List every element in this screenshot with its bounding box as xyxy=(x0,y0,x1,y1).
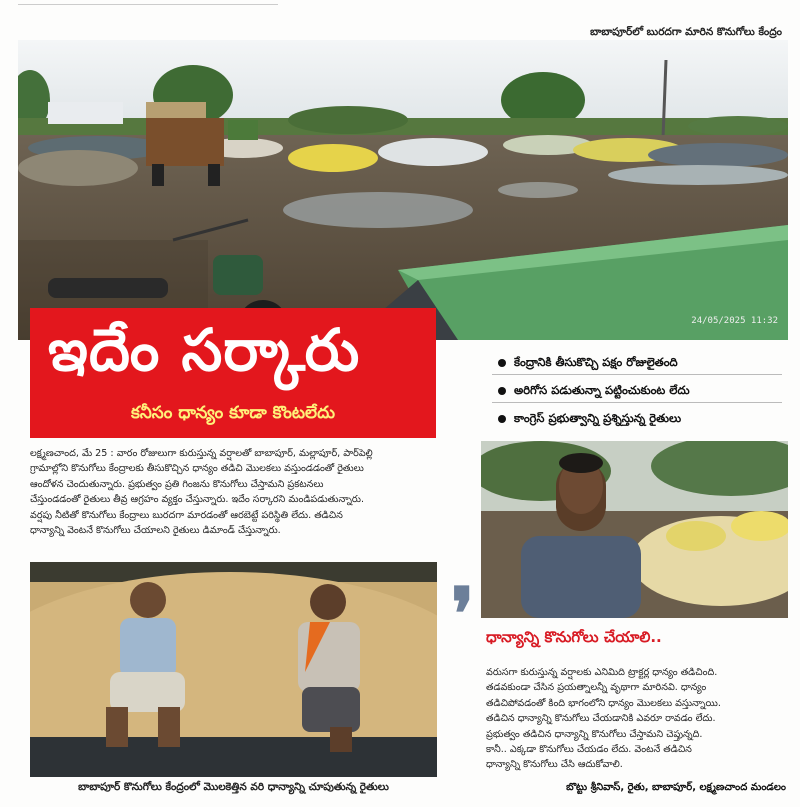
farmers-scene-svg xyxy=(30,562,437,777)
muddy-procurement-center-photo xyxy=(18,40,788,340)
bullet-dot-icon xyxy=(498,415,506,423)
subheadline: కనీసం ధాన్యం కూడా కొంటలేదు xyxy=(130,403,335,423)
farmer-portrait-photo xyxy=(481,441,788,618)
photo-scene-svg xyxy=(18,40,788,340)
article-line: లక్ష్మణచాంద, మే 25 : వారం రోజులుగా కురుస్తున్న వర్షాలతో బాబాపూర్, మల్లాపూర్, పార్‌పెల్లి xyxy=(30,448,373,459)
photo-timestamp: 24/05/2025 11:32 xyxy=(691,316,778,326)
article-line: వర్షపు నీటితో కొనుగోలు కేంద్రాలు బురదగా మారడంతో ఆరబెట్టే పరిస్థితి లేదు. తడిచిన xyxy=(30,509,343,521)
bullet-dot-icon xyxy=(498,387,506,395)
quote-line: కానీ.. ఎక్కడా కొనుగోలు చేయడం లేదు. వెంటనే తడిచిన xyxy=(486,744,692,756)
quote-body xyxy=(486,665,788,773)
quote-line: తడిచిన ధాన్యాన్ని కొనుగోలు చేయడానికి ఎవరూ రావడం లేదు. xyxy=(486,713,716,725)
article-line: గ్రామాల్లోని కొనుగోలు కేంద్రాలకు తీసుకొచ్చిన ధాన్యం తడిచి మొలకలు వస్తుండడంతో రైతులు xyxy=(30,463,364,475)
quote-line: తడవకుండా చేసిన ప్రయత్నాలన్నీ వృథాగా మారినవి. ధాన్యం xyxy=(486,682,707,694)
quote-mark-icon: ❜ xyxy=(451,571,475,656)
bullet-text: అరిగోస పడుతున్నా పట్టించుకుంట లేదు xyxy=(514,382,690,397)
farmers-with-sprouted-paddy-photo xyxy=(30,562,437,777)
bullet-dot-icon xyxy=(498,359,506,367)
divider xyxy=(18,4,278,5)
bullet-text: కేంద్రానికి తీసుకొచ్చి పక్షం రోజులైతంది xyxy=(514,354,678,369)
top-photo-caption: బాబాపూర్‌లో బురదగా మారిన కొనుగోలు కేంద్రం xyxy=(590,26,782,38)
quote-line: ప్రభుత్వం తడిచిన ధాన్యాన్ని కొనుగోలు చేస్తామని చెప్తున్నది. xyxy=(486,728,703,740)
article-line: చేస్తుండడంతో రైతులు తీవ్ర ఆగ్రహం వ్యక్తం చేస్తున్నారు. ఇదేం సర్కారని మండిపడుతున్నారు. xyxy=(30,494,364,506)
headline: ఇదేం సర్కారు xyxy=(48,316,361,384)
quote-heading: ధాన్యాన్ని కొనుగోలు చేయాలి.. xyxy=(486,628,662,646)
bullet-item xyxy=(492,380,782,403)
quote-byline: బొట్టు శ్రీనివాస్, రైతు, బాబాపూర్, లక్ష్మణచాంద మండలం xyxy=(566,782,786,793)
quote-line: వరుసగా కురుస్తున్న వర్షాలకు ఎనిమిది ట్రాక్టర్ల ధాన్యం తడిచింది. xyxy=(486,667,718,678)
article-line: ధాన్యాన్ని వెంటనే కొనుగోలు చేయాలని రైతులు డిమాండ్ చేస్తున్నారు. xyxy=(30,525,281,537)
article-line: ఆందోళన చెందుతున్నారు. ప్రభుత్వం ప్రతి గింజను కొనుగోలు చేస్తామని ప్రకటనలు xyxy=(30,478,324,490)
portrait-scene-svg xyxy=(481,441,788,618)
article-body xyxy=(30,446,474,538)
bullet-item xyxy=(492,352,782,375)
bottom-photo-caption: బాబాపూర్ కొనుగోలు కేంద్రంలో మొలకెత్తిన వరి ధాన్యాన్ని చూపుతున్న రైతులు xyxy=(78,781,389,793)
quote-line: తడిచిపోవడంతో కింది భాగంలోని ధాన్యం మొలకలు వస్తున్నాయి. xyxy=(486,697,721,709)
bullet-item xyxy=(492,408,782,430)
quote-line: ధాన్యాన్ని కొనుగోలు చేసి ఆదుకోవాలి. xyxy=(486,759,623,771)
headline-box xyxy=(30,308,436,438)
bullet-text: కాంగ్రెస్ ప్రభుత్వాన్ని ప్రశ్నిస్తున్న రైతులు xyxy=(514,410,682,425)
